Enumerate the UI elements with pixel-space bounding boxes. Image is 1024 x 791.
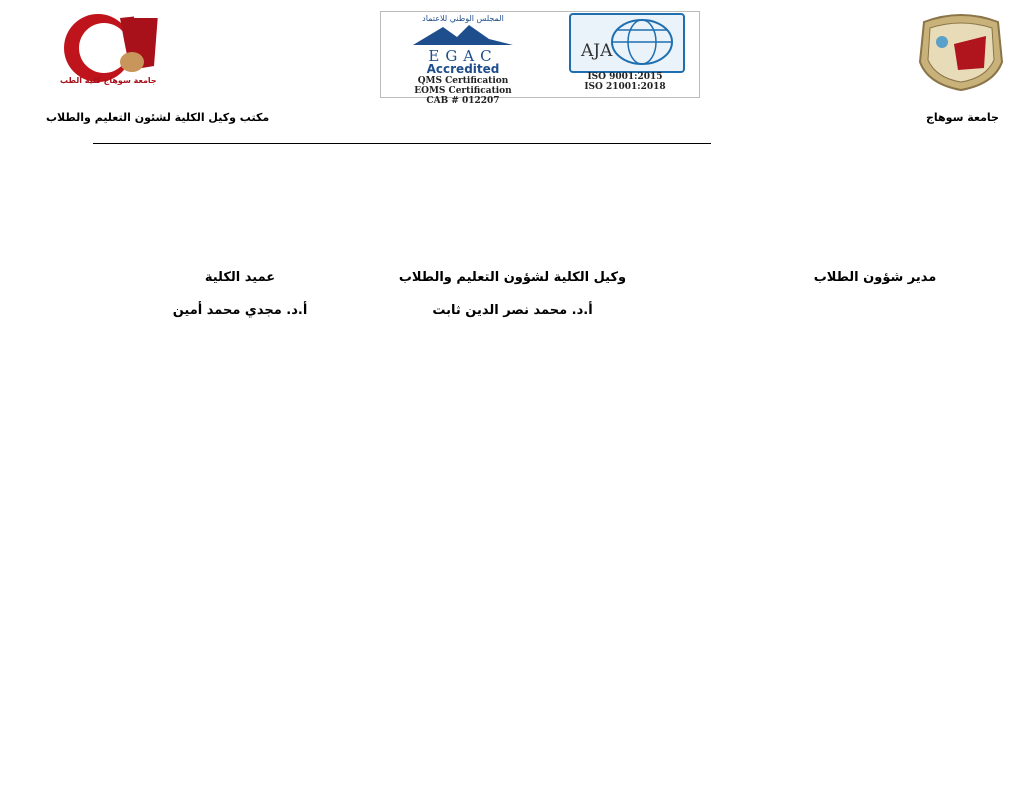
- aja-logo: AJA: [569, 13, 685, 73]
- egac-logo: المجلس الوطني للاعتماد EGAC Accredited QMS Certification EOMS Certification CAB # 012207: [393, 14, 533, 106]
- university-name: جامعة سوهاج: [926, 111, 999, 124]
- faculty-of-medicine-logo: [58, 10, 164, 86]
- header-divider: [93, 143, 711, 144]
- globe-icon: [607, 17, 677, 67]
- accreditation-box: المجلس الوطني للاعتماد EGAC Accredited QMS Certification EOMS Certification CAB # 012207 AJA ISO 9001:2015 ISO 21001:2018: [380, 11, 700, 98]
- office-name: مكتب وكيل الكلية لشئون التعليم والطلاب: [46, 111, 270, 124]
- faculty-logo-lettering: جامعة سوهاج كلية الطب: [60, 76, 157, 85]
- sohag-university-logo: [914, 12, 1008, 92]
- vice-dean-name: أ.د. محمد نصر الدين ثابت: [432, 303, 593, 318]
- dean-name: أ.د. مجدي محمد أمين: [172, 303, 308, 318]
- dean-title: عميد الكلية: [204, 270, 276, 285]
- student-affairs-director-title: مدير شؤون الطلاب: [813, 270, 937, 285]
- mountain-icon: [393, 23, 533, 45]
- vice-dean-title: وكيل الكلية لشؤون التعليم والطلاب: [398, 270, 627, 285]
